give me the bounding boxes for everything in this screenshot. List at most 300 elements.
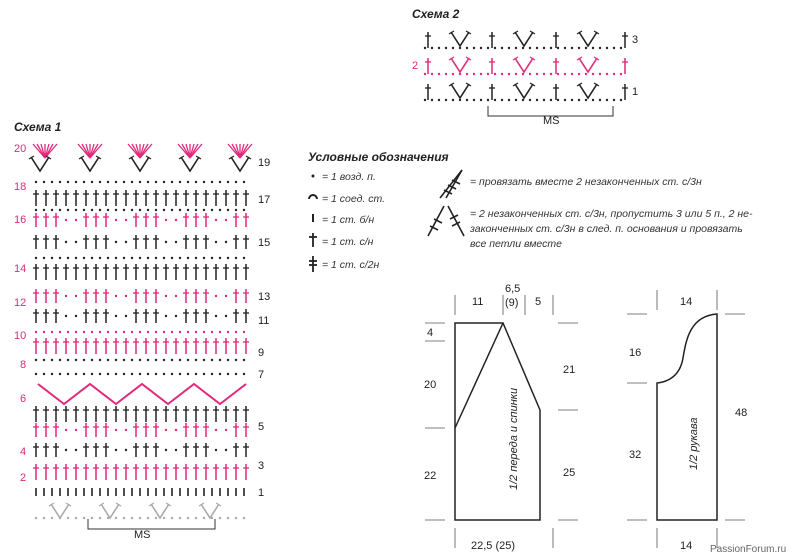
- cluster-stitch: [131, 157, 149, 171]
- chain-stitch: [445, 47, 447, 49]
- chain-stitch: [65, 295, 67, 297]
- cluster-stitch: [51, 504, 69, 518]
- chain-stitch: [91, 517, 93, 519]
- chain-stitch: [163, 181, 165, 183]
- chain-stitch: [219, 517, 221, 519]
- chain-stitch: [67, 331, 69, 333]
- chain-stitch: [65, 241, 67, 243]
- chain-stitch: [125, 241, 127, 243]
- chain-stitch: [115, 359, 117, 361]
- chain-stitch: [215, 295, 217, 297]
- chain-stitch: [452, 73, 454, 75]
- chain-stitch: [487, 47, 489, 49]
- row-num-20: 20: [14, 143, 27, 155]
- chain-stitch: [155, 373, 157, 375]
- chain-stitch: [227, 257, 229, 259]
- row-num-12: 12: [14, 297, 27, 309]
- chain-stitch: [235, 209, 237, 211]
- chain-stitch: [211, 257, 213, 259]
- chain-stitch: [480, 47, 482, 49]
- chain-stitch: [175, 449, 177, 451]
- body-label: 1/2 переда и спинки: [508, 387, 520, 490]
- chain-stitch: [225, 219, 227, 221]
- chain-stitch: [536, 47, 538, 49]
- chain-stitch: [219, 331, 221, 333]
- chain-stitch: [43, 209, 45, 211]
- chain-stitch: [195, 373, 197, 375]
- chain-stitch: [125, 449, 127, 451]
- row-num-18: 18: [14, 181, 27, 193]
- cluster-stitch: [579, 58, 597, 72]
- scheme1-title: Схема 1: [14, 120, 62, 134]
- chain-stitch: [83, 257, 85, 259]
- chain-stitch: [564, 99, 566, 101]
- chain-stitch: [235, 517, 237, 519]
- scheme1-chart: [29, 144, 252, 519]
- chain-stitch: [139, 359, 141, 361]
- chain-stitch: [75, 295, 77, 297]
- chain-stitch: [606, 73, 608, 75]
- body-dim-top-6-5: 6,5: [505, 283, 521, 295]
- chain-stitch: [171, 209, 173, 211]
- chain-stitch: [620, 73, 622, 75]
- chain-stitch: [215, 315, 217, 317]
- split-cluster-symbol: [428, 206, 464, 236]
- chain-stitch: [115, 241, 117, 243]
- chain-stitch: [571, 99, 573, 101]
- chain-stitch: [508, 99, 510, 101]
- cluster-symbol: [440, 170, 462, 198]
- chain-stitch: [35, 209, 37, 211]
- chain-stitch: [155, 181, 157, 183]
- cluster-stitch: [181, 157, 199, 171]
- row-num-5: 5: [258, 421, 265, 433]
- chain-stitch: [179, 373, 181, 375]
- chain-stitch: [67, 209, 69, 211]
- chain-stitch: [529, 73, 531, 75]
- scheme2-chart: [424, 31, 628, 101]
- chain-stitch: [115, 295, 117, 297]
- cluster-stitch: [101, 504, 119, 518]
- chain-stitch: [203, 181, 205, 183]
- chain-stitch: [203, 373, 205, 375]
- chain-stitch: [452, 99, 454, 101]
- chain-stitch: [165, 241, 167, 243]
- chain-stitch: [613, 73, 615, 75]
- chain-stitch: [494, 99, 496, 101]
- sleeve-outline: [657, 314, 717, 520]
- chain-stitch: [219, 181, 221, 183]
- chain-stitch: [480, 99, 482, 101]
- chain-stitch: [131, 209, 133, 211]
- chain-stitch: [620, 99, 622, 101]
- chain-stitch: [99, 257, 101, 259]
- chain-stitch: [431, 99, 433, 101]
- chain-stitch: [529, 99, 531, 101]
- legend-item-chain: = 1 возд. п.: [322, 171, 376, 183]
- chain-stitch: [175, 315, 177, 317]
- chain-stitch: [115, 429, 117, 431]
- chain-stitch: [179, 181, 181, 183]
- chain-stitch: [473, 99, 475, 101]
- chain-stitch: [83, 373, 85, 375]
- chain-stitch: [171, 517, 173, 519]
- chain-stitch: [235, 181, 237, 183]
- chain-stitch: [227, 359, 229, 361]
- chain-stitch: [529, 47, 531, 49]
- chain-stitch: [147, 257, 149, 259]
- chain-stitch: [147, 209, 149, 211]
- chain-stitch: [165, 219, 167, 221]
- body-dimension-lines: [425, 295, 578, 548]
- chain-stitch: [571, 47, 573, 49]
- sleeve-dim-left-16: 16: [629, 347, 642, 359]
- cluster-stitch: [31, 157, 49, 171]
- chain-stitch: [165, 449, 167, 451]
- neckline: [455, 323, 503, 428]
- chain-stitch: [67, 257, 69, 259]
- chain-stitch: [163, 373, 165, 375]
- chain-stitch: [43, 181, 45, 183]
- chain-stitch: [592, 47, 594, 49]
- row-num-6: 6: [20, 393, 27, 405]
- chain-stitch: [131, 517, 133, 519]
- chain-stitch: [107, 181, 109, 183]
- chain-stitch: [99, 517, 101, 519]
- chain-stitch: [115, 373, 117, 375]
- chain-stitch: [99, 359, 101, 361]
- chain-stitch: [599, 47, 601, 49]
- cluster-stitch: [81, 157, 99, 171]
- chain-stitch: [215, 241, 217, 243]
- chain-stitch: [163, 359, 165, 361]
- chain-stitch: [75, 373, 77, 375]
- chain-stitch: [75, 257, 77, 259]
- chain-stitch: [179, 517, 181, 519]
- row-num-1: 1: [258, 487, 265, 499]
- chain-stitch: [501, 73, 503, 75]
- chain-stitch: [115, 209, 117, 211]
- chain-stitch: [115, 449, 117, 451]
- chain-stitch: [243, 517, 245, 519]
- chain-stitch: [99, 209, 101, 211]
- chain-stitch: [75, 359, 77, 361]
- chain-stitch: [243, 331, 245, 333]
- chain-stitch: [139, 257, 141, 259]
- chain-stitch: [35, 331, 37, 333]
- legend-item-tr: = 1 ст. с/2н: [322, 259, 380, 271]
- chain-stitch: [508, 73, 510, 75]
- row-num-9: 9: [258, 347, 265, 359]
- legend-note-2-line3: все петли вместе: [470, 238, 562, 250]
- chain-stitch: [165, 429, 167, 431]
- chain-stitch: [99, 181, 101, 183]
- chain-stitch: [585, 47, 587, 49]
- chain-stitch: [99, 331, 101, 333]
- body-dim-top-9: (9): [505, 297, 519, 309]
- chain-stitch: [557, 47, 559, 49]
- chain-stitch: [83, 209, 85, 211]
- chain-stitch: [155, 331, 157, 333]
- chain-stitch: [203, 257, 205, 259]
- row-num-10: 10: [14, 330, 27, 342]
- chain-stitch: [431, 73, 433, 75]
- chain-stitch: [501, 47, 503, 49]
- chain-stitch: [91, 359, 93, 361]
- chain-stitch: [203, 209, 205, 211]
- chain-stitch: [51, 209, 53, 211]
- chain-stitch: [613, 99, 615, 101]
- chain-stitch: [123, 209, 125, 211]
- chain-stitch: [592, 99, 594, 101]
- scheme2-row-3: 3: [632, 34, 639, 46]
- chain-stitch: [65, 449, 67, 451]
- chain-stitch: [123, 331, 125, 333]
- chain-stitch: [163, 257, 165, 259]
- chain-stitch: [75, 449, 77, 451]
- chain-stitch: [225, 449, 227, 451]
- chain-stitch: [147, 181, 149, 183]
- chain-stitch: [75, 181, 77, 183]
- chain-stitch: [43, 517, 45, 519]
- chain-stitch: [171, 181, 173, 183]
- chain-stitch: [225, 241, 227, 243]
- row-num-15: 15: [258, 237, 271, 249]
- chain-stitch: [35, 517, 37, 519]
- chain-stitch: [578, 47, 580, 49]
- row-num-16: 16: [14, 214, 27, 226]
- chain-stitch: [139, 209, 141, 211]
- chain-stitch: [139, 517, 141, 519]
- chain-stitch: [99, 373, 101, 375]
- row-num-13: 13: [258, 291, 271, 303]
- body-outline: [455, 323, 540, 520]
- cluster-stitch: [515, 84, 533, 98]
- chain-stitch: [480, 73, 482, 75]
- chain-stitch: [557, 73, 559, 75]
- chain-stitch: [227, 331, 229, 333]
- chain-stitch: [123, 257, 125, 259]
- scheme2-title: Схема 2: [412, 7, 460, 21]
- chain-stitch: [131, 181, 133, 183]
- chain-stitch: [235, 331, 237, 333]
- scheme1-ms-bracket: [88, 519, 215, 529]
- watermark: PassionForum.ru: [710, 544, 787, 555]
- chain-stitch: [115, 219, 117, 221]
- cluster-stitch: [451, 84, 469, 98]
- scheme1-right-numbers: [258, 157, 270, 499]
- chain-stitch: [227, 373, 229, 375]
- chain-stitch: [487, 99, 489, 101]
- chain-stitch: [508, 47, 510, 49]
- chain-stitch: [51, 517, 53, 519]
- chain-stitch: [211, 373, 213, 375]
- chain-stitch: [163, 331, 165, 333]
- chain-stitch: [67, 359, 69, 361]
- chain-stitch: [165, 315, 167, 317]
- chain-stitch: [445, 73, 447, 75]
- chain-stitch: [243, 181, 245, 183]
- chain-stitch: [123, 359, 125, 361]
- chain-stitch: [515, 73, 517, 75]
- slip-stitch-symbol: [309, 195, 317, 199]
- chain-stitch: [147, 373, 149, 375]
- sleeve-dim-right-48: 48: [735, 407, 748, 419]
- chain-stitch: [536, 99, 538, 101]
- row-num-19: 19: [258, 157, 271, 169]
- chain-stitch: [219, 359, 221, 361]
- chain-stitch: [536, 73, 538, 75]
- chain-stitch: [51, 257, 53, 259]
- chain-stitch: [75, 429, 77, 431]
- chain-stitch: [115, 257, 117, 259]
- row-num-11: 11: [258, 315, 270, 327]
- chain-stitch: [227, 181, 229, 183]
- chain-stitch: [227, 517, 229, 519]
- chain-stitch: [171, 373, 173, 375]
- scheme1-ms: MS: [134, 529, 151, 541]
- chain-stitch: [225, 315, 227, 317]
- chain-stitch: [175, 295, 177, 297]
- cluster-stitch: [231, 157, 249, 171]
- chain-stitch: [606, 47, 608, 49]
- chain-stitch: [215, 219, 217, 221]
- chain-stitch: [501, 99, 503, 101]
- chain-stitch: [131, 257, 133, 259]
- cluster-stitch: [579, 84, 597, 98]
- chain-stitch: [219, 209, 221, 211]
- chain-stitch: [599, 99, 601, 101]
- sleeve-dimension-lines: [627, 290, 748, 548]
- chain-stitch: [59, 257, 61, 259]
- chain-stitch: [65, 429, 67, 431]
- chain-stitch: [494, 47, 496, 49]
- chain-stitch: [550, 99, 552, 101]
- chain-stitch: [543, 47, 545, 49]
- chain-stitch: [585, 99, 587, 101]
- chain-stitch: [75, 241, 77, 243]
- body-dim-left-20: 20: [424, 379, 437, 391]
- body-dim-bottom: 22,5 (25): [471, 540, 516, 552]
- chain-stitch: [620, 47, 622, 49]
- body-dim-left-4: 4: [427, 327, 434, 339]
- chain-stitch: [125, 219, 127, 221]
- chain-stitch: [171, 359, 173, 361]
- chain-stitch: [123, 517, 125, 519]
- cluster-stitch: [451, 32, 469, 46]
- body-dim-top-11: 11: [472, 296, 484, 308]
- chain-stitch: [424, 73, 426, 75]
- chain-stitch: [235, 359, 237, 361]
- chain-stitch: [83, 517, 85, 519]
- chain-stitch: [550, 73, 552, 75]
- chain-stitch: [243, 209, 245, 211]
- chain-stitch: [59, 181, 61, 183]
- chain-stitch: [43, 359, 45, 361]
- chain-stitch: [147, 359, 149, 361]
- chain-stitch: [175, 219, 177, 221]
- chain-stitch: [67, 373, 69, 375]
- chain-stitch: [83, 331, 85, 333]
- row-num-17: 17: [258, 194, 271, 206]
- chain-stitch: [75, 315, 77, 317]
- cluster-stitch: [515, 58, 533, 72]
- chain-stitch: [515, 99, 517, 101]
- chain-stitch: [211, 181, 213, 183]
- chain-stitch: [83, 359, 85, 361]
- chain-stitch: [155, 209, 157, 211]
- body-dim-top-5: 5: [535, 296, 542, 308]
- chain-stitch: [564, 73, 566, 75]
- body-dim-right-21: 21: [563, 364, 576, 376]
- chain-stitch: [147, 331, 149, 333]
- scheme2-row-2: 2: [412, 60, 419, 72]
- chain-stitch: [438, 99, 440, 101]
- chain-stitch: [466, 73, 468, 75]
- chain-stitch: [203, 517, 205, 519]
- chain-stitch: [125, 295, 127, 297]
- legend-item-sc: = 1 ст. б/н: [322, 214, 375, 226]
- legend-note-2-line2: законченных ст. с/3н в след. п. основания и провязать: [470, 223, 743, 235]
- chain-stitch: [564, 47, 566, 49]
- chain-stitch: [139, 181, 141, 183]
- chain-stitch: [91, 181, 93, 183]
- cluster-stitch: [515, 32, 533, 46]
- double-crochet-symbol: [309, 233, 317, 247]
- chain-stitch: [83, 181, 85, 183]
- chain-stitch: [59, 373, 61, 375]
- row-num-2: 2: [20, 472, 27, 484]
- chain-stitch: [187, 359, 189, 361]
- chain-stitch: [195, 517, 197, 519]
- chain-stitch: [195, 209, 197, 211]
- cluster-stitch: [451, 58, 469, 72]
- chain-stitch: [171, 257, 173, 259]
- sleeve-label: 1/2 рукава: [688, 417, 700, 470]
- chain-stitch: [578, 73, 580, 75]
- chain-stitch: [51, 359, 53, 361]
- chain-stitch: [215, 449, 217, 451]
- chain-stitch: [75, 219, 77, 221]
- chain-stitch: [243, 257, 245, 259]
- chain-stitch: [243, 359, 245, 361]
- chain-stitch: [155, 257, 157, 259]
- chain-stitch: [107, 373, 109, 375]
- chain-stitch: [543, 99, 545, 101]
- chain-stitch: [571, 73, 573, 75]
- chain-stitch: [235, 373, 237, 375]
- chain-stitch: [515, 47, 517, 49]
- chain-stitch: [195, 181, 197, 183]
- chain-stitch: [35, 181, 37, 183]
- row-num-3: 3: [258, 460, 265, 472]
- chain-stitch: [35, 257, 37, 259]
- chain-stitch: [599, 73, 601, 75]
- chain-stitch: [43, 257, 45, 259]
- chain-stitch: [235, 257, 237, 259]
- chain-stitch: [557, 99, 559, 101]
- chain-stitch: [225, 429, 227, 431]
- scheme1-left-numbers: [14, 143, 26, 484]
- chain-stitch: [211, 209, 213, 211]
- legend-note-1: = провязать вместе 2 незаконченных ст. с/3н: [470, 176, 702, 188]
- chain-stitch: [211, 359, 213, 361]
- cluster-stitch: [201, 504, 219, 518]
- chain-stitch: [91, 257, 93, 259]
- chain-stitch: [131, 359, 133, 361]
- chain-stitch: [473, 73, 475, 75]
- chain-stitch: [179, 257, 181, 259]
